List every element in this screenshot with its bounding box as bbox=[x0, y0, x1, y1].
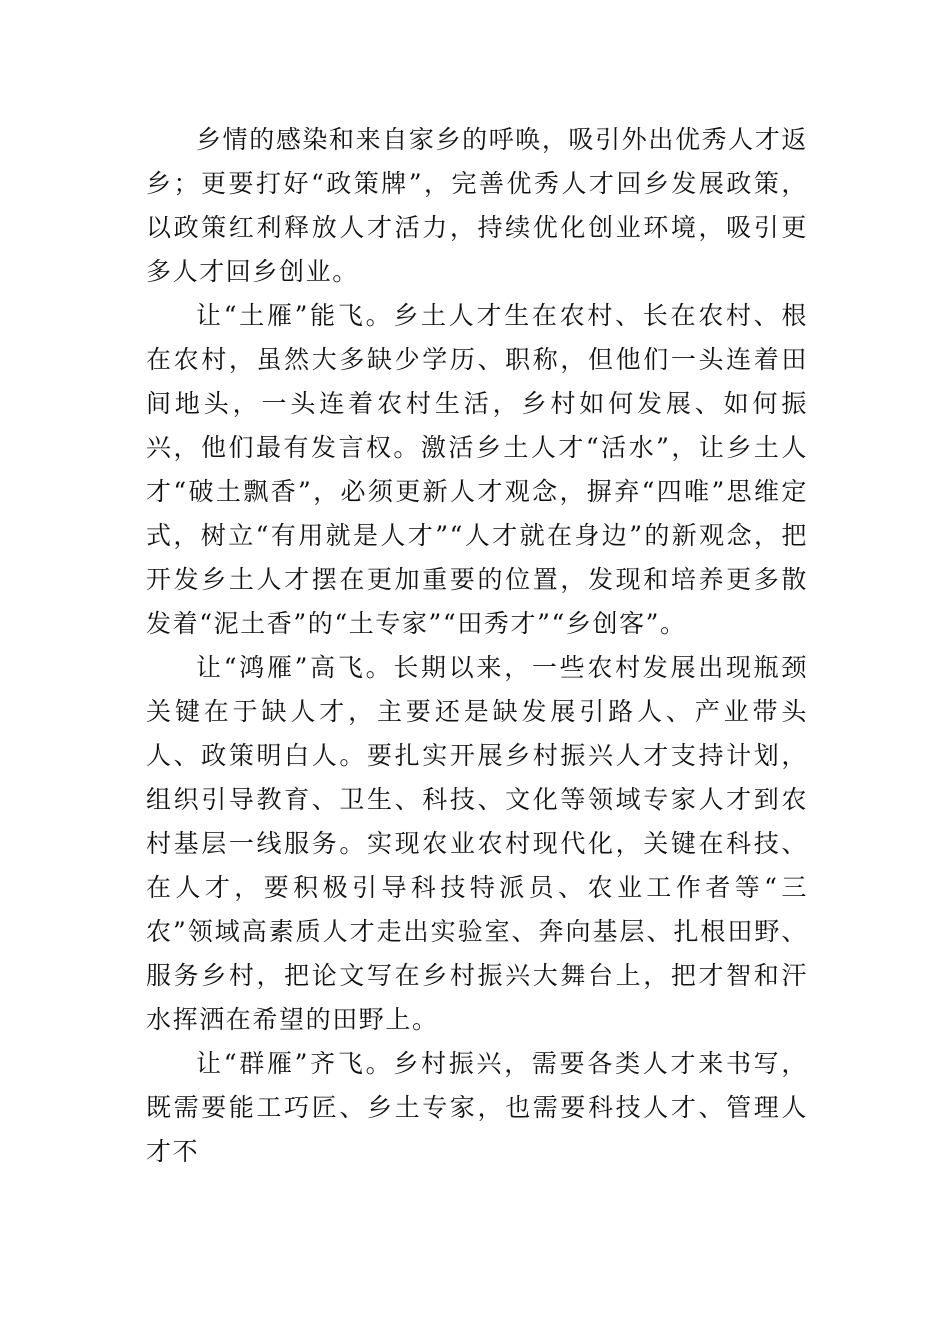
paragraph-continued: 乡情的感染和来自家乡的呼唤，吸引外出优秀人才返乡；更要打好“政策牌”，完善优秀人才回乡发展政策，以政策红利释放人才活力，持续优化创业环境，吸引更多人才回乡创业。 bbox=[146, 125, 808, 286]
paragraph-tu-yan: 让“土雁”能飞。乡土人才生在农村、长在农村、根在农村，虽然大多缺少学历、职称，但他们一头连着田间地头，一头连着农村生活，乡村如何发展、如何振兴，他们最有发言权。激活乡土人才“活水”，让乡土人才“破土飘香”，必须更新人才观念，摒弃“四唯”思维定式，树立“有用就是人才”“人才就在身边”的新观念，把开发乡土人才摆在更加重要的位置，发现和培养更多散发着“泥土香”的“土专家”“田秀才”“乡创客”。 bbox=[146, 301, 808, 638]
document-body bbox=[146, 118, 808, 1174]
paragraph-qun-yan: 让“群雁”齐飞。乡村振兴，需要各类人才来书写，既需要能工巧匠、乡土专家，也需要科技人才、管理人才不 bbox=[146, 1049, 808, 1166]
paragraph-hong-yan: 让“鸿雁”高飞。长期以来，一些农村发展出现瓶颈关键在于缺人才，主要还是缺发展引路人、产业带头人、政策明白人。要扎实开展乡村振兴人才支持计划，组织引导教育、卫生、科技、文化等领域专家人才到农村基层一线服务。实现农业农村现代化，关键在科技、在人才，要积极引导科技特派员、农业工作者等“三农”领域高素质人才走出实验室、奔向基层、扎根田野、服务乡村，把论文写在乡村振兴大舞台上，把才智和汗水挥洒在希望的田野上。 bbox=[146, 653, 808, 1034]
